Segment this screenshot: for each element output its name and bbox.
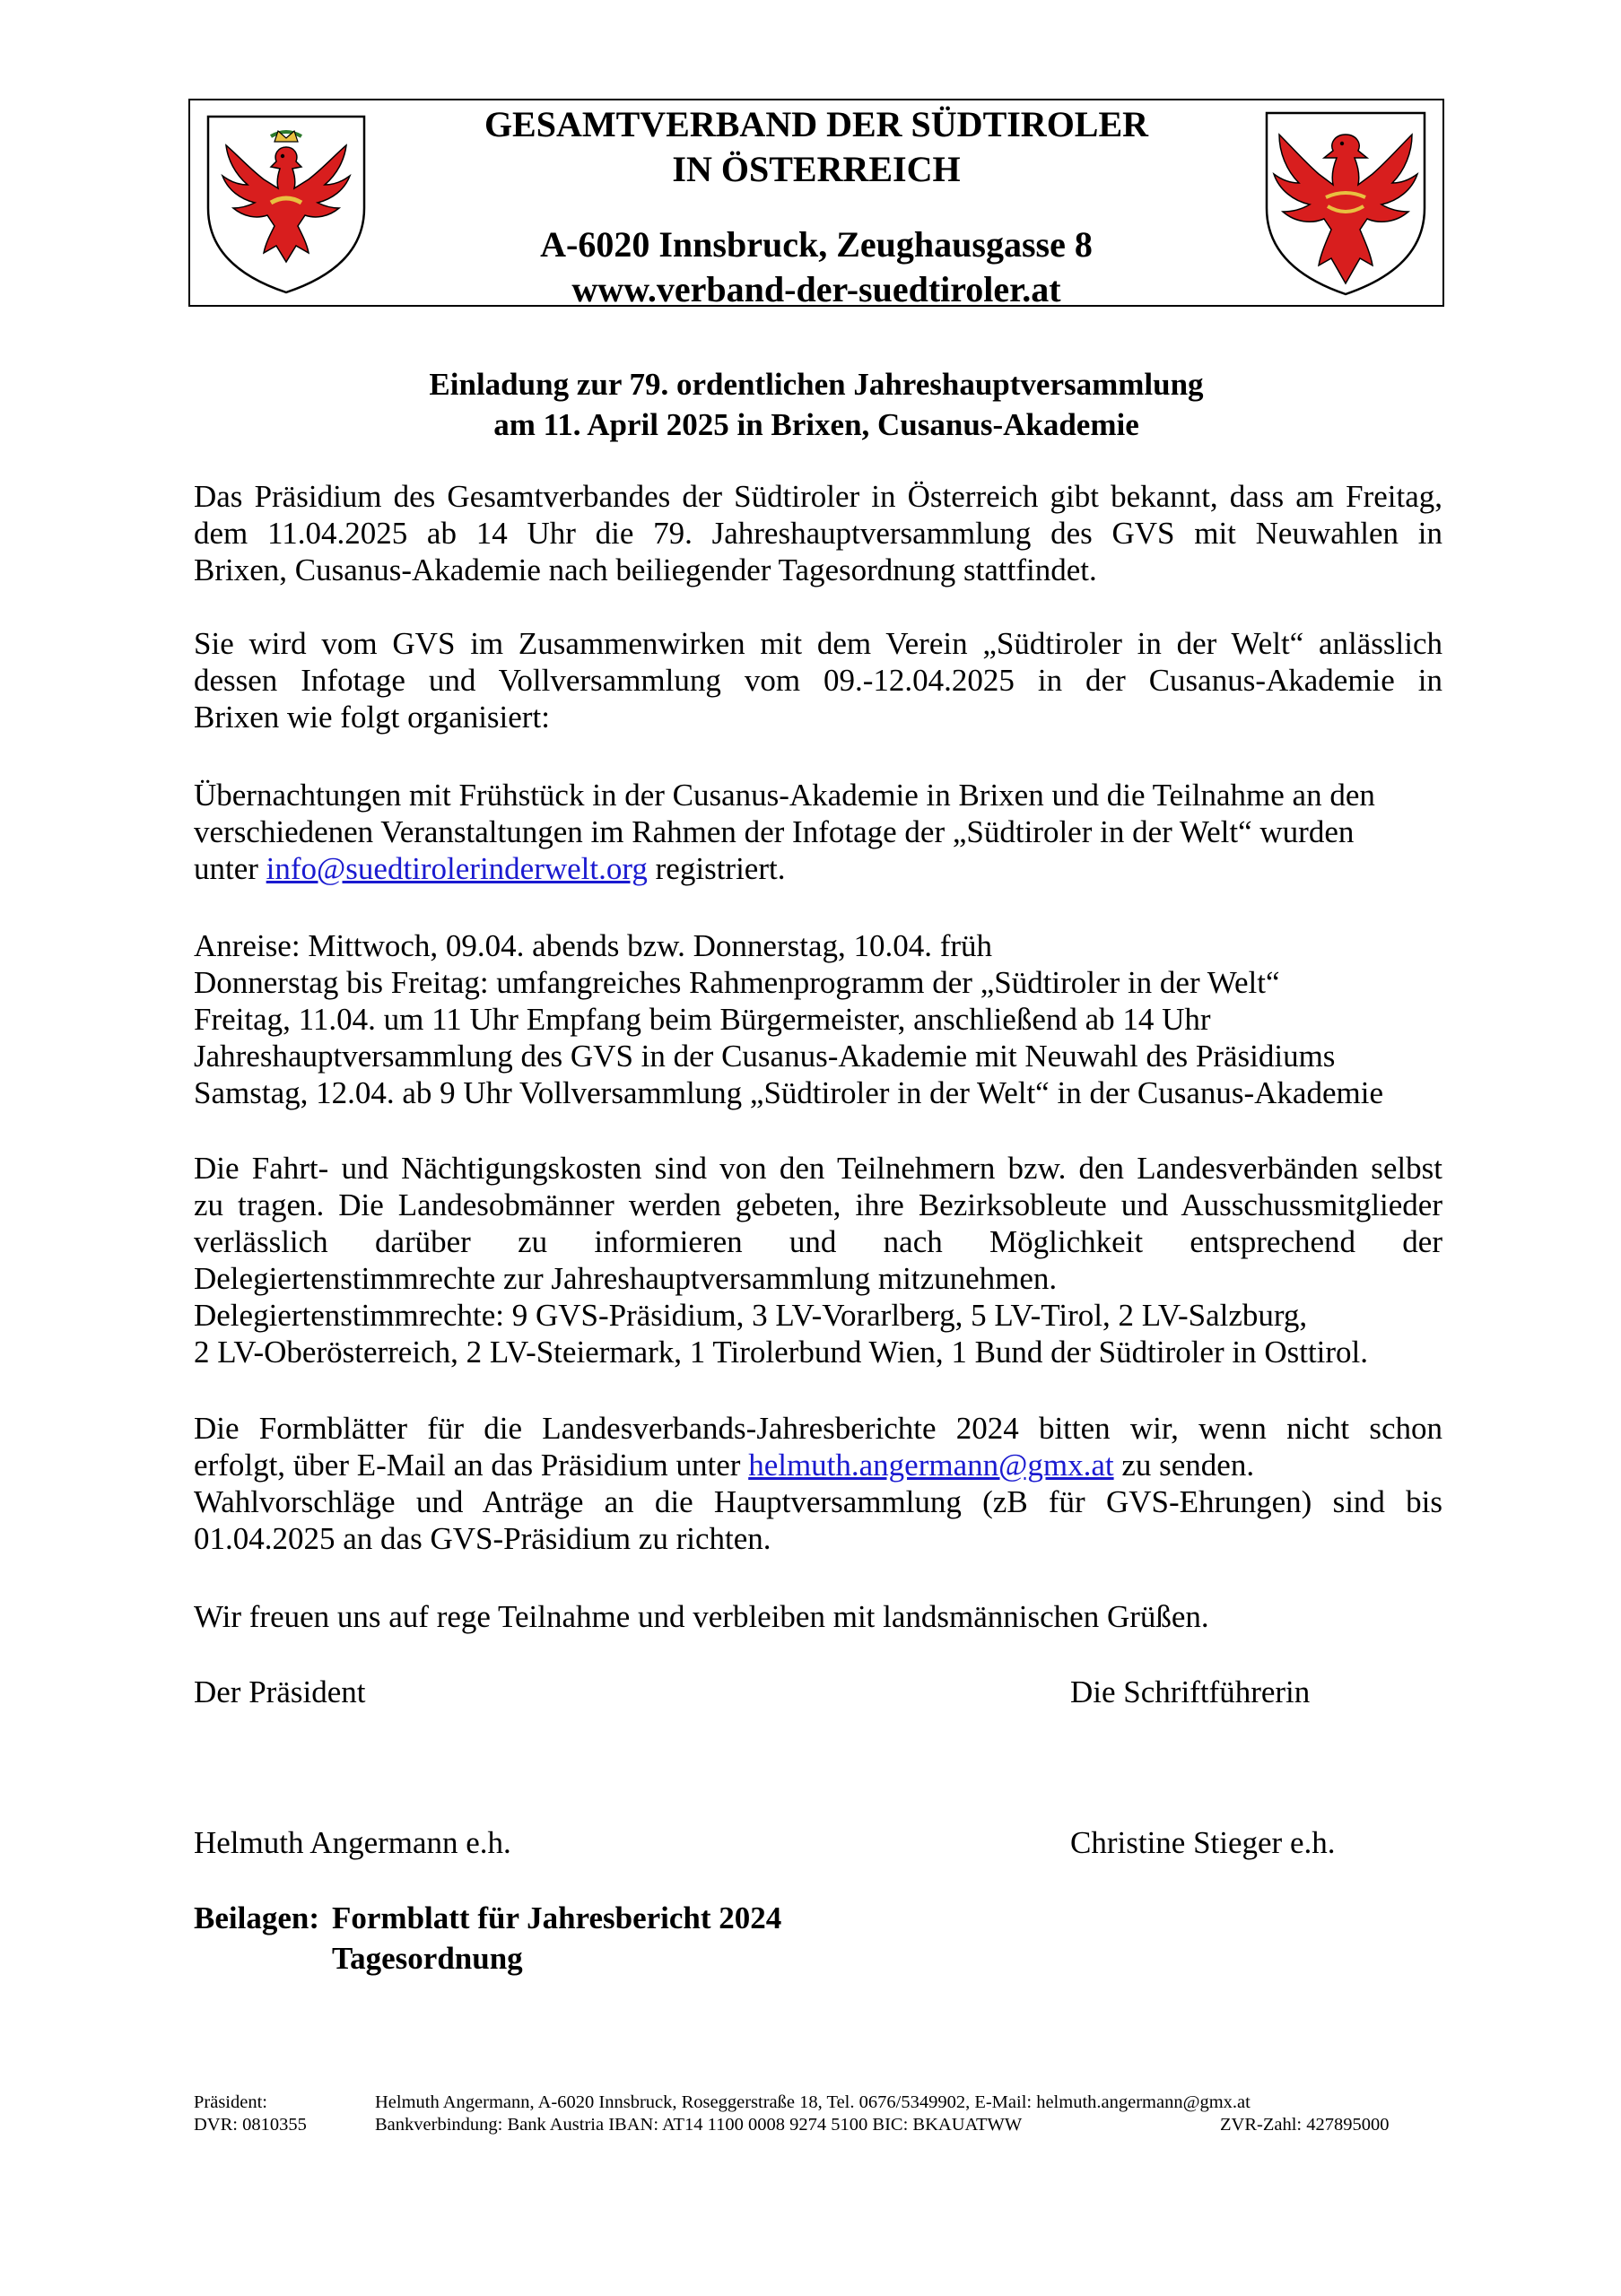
- text-line: verschiedenen Veranstaltungen im Rahmen der Infotage der „Südtiroler in der Welt“ wurden: [194, 814, 1355, 849]
- footer-president-label: Präsident:: [194, 2092, 267, 2112]
- text-line: zu tragen. Die Landesobmänner werden gebeten, ihre Bezirksobleute und Ausschussmitglieder: [194, 1187, 1442, 1222]
- text-line: 2 LV-Oberösterreich, 2 LV-Steiermark, 1 Tirolerbund Wien, 1 Bund der Südtiroler in Osttirol.: [194, 1335, 1369, 1370]
- letterhead: [188, 99, 1444, 307]
- text-line: dessen Infotage und Vollversammlung vom 09.-12.04.2025 in der Cusanus-Akademie in: [194, 663, 1442, 698]
- text-segment: unter: [194, 851, 266, 886]
- text-line: [194, 850, 1442, 887]
- text-line: Übernachtungen mit Frühstück in der Cusanus-Akademie in Brixen und die Teilnahme an den: [194, 778, 1375, 813]
- title-line-2: am 11. April 2025 in Brixen, Cusanus-Akademie: [493, 407, 1139, 442]
- text-line: 01.04.2025 an das GVS-Präsidium zu richten.: [194, 1521, 771, 1556]
- signature-role-right: Die Schriftführerin: [1070, 1674, 1311, 1709]
- text-line: verlässlich darüber zu informieren und nach Möglichkeit entsprechend der: [194, 1224, 1442, 1259]
- attachment-item: Formblatt für Jahresbericht 2024: [332, 1900, 782, 1935]
- text-line: Brixen, Cusanus-Akademie nach beiliegender Tagesordnung stattfindet.: [194, 552, 1097, 587]
- paragraph-organization: [194, 625, 1442, 735]
- website-line: www.verband-der-suedtiroler.at: [571, 269, 1061, 309]
- closing-line: [194, 1598, 1442, 1635]
- paragraph-costs: [194, 1150, 1442, 1370]
- schedule-line: Jahreshauptversammlung des GVS in der Cusanus-Akademie mit Neuwahl des Präsidiums: [194, 1039, 1336, 1074]
- footer-dvr: DVR: 0810355: [194, 2115, 307, 2135]
- signature-name-left: Helmuth Angermann e.h.: [194, 1825, 511, 1860]
- tyrol-eagle-crest-icon: [201, 109, 371, 298]
- footer-bank: Bankverbindung: Bank Austria IBAN: AT14 1100 0008 9274 5100 BIC: BKAUATWW: [375, 2115, 1023, 2135]
- title-line-1: Einladung zur 79. ordentlichen Jahreshauptversammlung: [429, 367, 1204, 402]
- attachment-item: Tagesordnung: [332, 1941, 523, 1976]
- closing-text: Wir freuen uns auf rege Teilnahme und verbleiben mit landsmännischen Grüßen.: [194, 1599, 1209, 1634]
- text-line: [194, 1447, 1442, 1483]
- schedule-line: Freitag, 11.04. um 11 Uhr Empfang beim Bürgermeister, anschließend ab 14 Uhr: [194, 1002, 1211, 1037]
- footer-president-info: Helmuth Angermann, A-6020 Innsbruck, Roseggerstraße 18, Tel. 0676/5349902, E-Mail: helmuth.angermann@gmx.at: [375, 2092, 1251, 2112]
- schedule-line: Anreise: Mittwoch, 09.04. abends bzw. Donnerstag, 10.04. früh: [194, 928, 993, 963]
- email-link-suedtirolerinderwelt[interactable]: info@suedtirolerinderwelt.org: [266, 851, 648, 886]
- text-line: Die Formblätter für die Landesverbands-Jahresberichte 2024 bitten wir, wenn nicht schon: [194, 1411, 1442, 1446]
- text-line: Delegiertenstimmrechte zur Jahreshauptversammlung mitzunehmen.: [194, 1261, 1058, 1296]
- signature-role-left: Der Präsident: [194, 1674, 366, 1709]
- address-line: A-6020 Innsbruck, Zeughausgasse 8: [540, 224, 1093, 265]
- organization-address: [388, 222, 1245, 312]
- text-line: Wahlvorschläge und Anträge an die Hauptversammlung (zB für GVS-Ehrungen) sind bis: [194, 1484, 1442, 1519]
- text-segment: erfolgt, über E-Mail an das Präsidium unter: [194, 1448, 749, 1483]
- text-segment: registriert.: [647, 851, 786, 886]
- org-line-1: GESAMTVERBAND DER SÜDTIROLER: [484, 104, 1149, 144]
- text-line: Die Fahrt- und Nächtigungskosten sind von den Teilnehmern bzw. den Landesverbänden selbst: [194, 1151, 1442, 1186]
- schedule-block: [194, 927, 1442, 1111]
- text-line: Brixen wie folgt organisiert:: [194, 700, 550, 735]
- signature-name-right: Christine Stieger e.h.: [1070, 1825, 1336, 1860]
- schedule-line: Donnerstag bis Freitag: umfangreiches Rahmenprogramm der „Südtiroler in der Welt“: [194, 965, 1280, 1000]
- org-line-2: IN ÖSTERREICH: [672, 149, 961, 189]
- text-line: dem 11.04.2025 ab 14 Uhr die 79. Jahreshauptversammlung des GVS mit Neuwahlen in: [194, 516, 1442, 551]
- paragraph-accommodation: [194, 777, 1442, 887]
- paragraph-announcement: [194, 478, 1442, 588]
- south-tyrol-eagle-crest-icon: [1259, 108, 1432, 300]
- invitation-title: [188, 364, 1444, 445]
- text-line: Sie wird vom GVS im Zusammenwirken mit dem Verein „Südtiroler in der Welt“ anlässlich: [194, 626, 1442, 661]
- organization-name: [388, 102, 1245, 192]
- text-line: Delegiertenstimmrechte: 9 GVS-Präsidium, 3 LV-Vorarlberg, 5 LV-Tirol, 2 LV-Salzburg,: [194, 1298, 1308, 1333]
- attachments-label: Beilagen:: [194, 1900, 319, 1935]
- paragraph-forms: [194, 1410, 1442, 1557]
- text-line: Das Präsidium des Gesamtverbandes der Südtiroler in Österreich gibt bekannt, dass am Freitag,: [194, 479, 1442, 514]
- email-link-angermann[interactable]: helmuth.angermann@gmx.at: [748, 1448, 1114, 1483]
- text-segment: zu senden.: [1113, 1448, 1255, 1483]
- footer-zvr: ZVR-Zahl: 427895000: [1220, 2115, 1390, 2135]
- schedule-line: Samstag, 12.04. ab 9 Uhr Vollversammlung „Südtiroler in der Welt“ in der Cusanus-Akademie: [194, 1075, 1383, 1110]
